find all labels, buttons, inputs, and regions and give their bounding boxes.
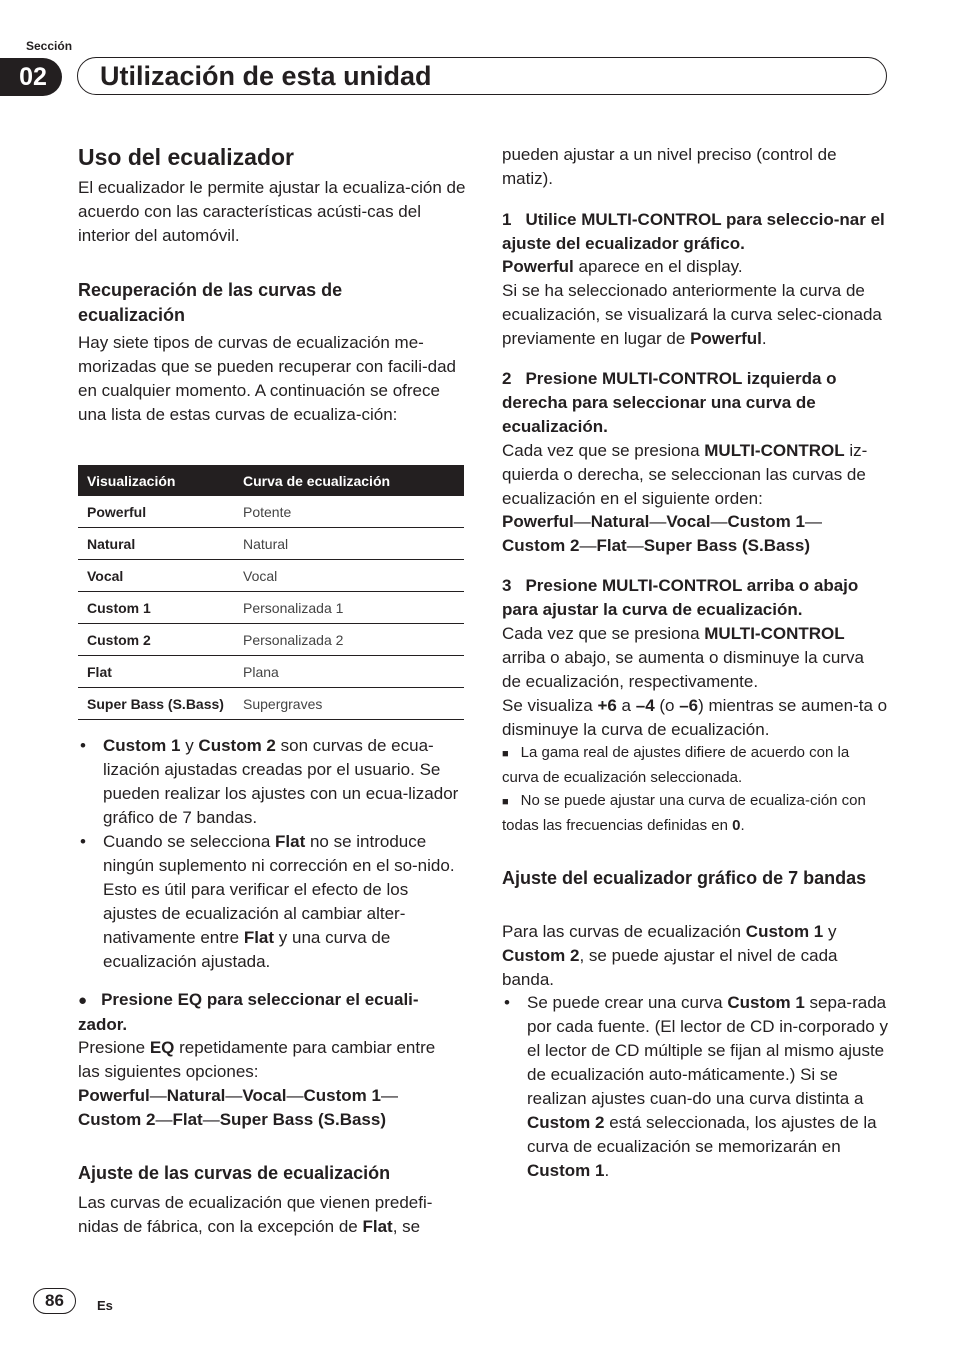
subheading-adjust-curves: Ajuste de las curvas de ecualización bbox=[78, 1163, 391, 1183]
table-cell: Personalizada 2 bbox=[234, 624, 464, 656]
step-text: Presione EQ para seleccionar el ecuali-zador. bbox=[78, 990, 419, 1034]
bullet-icon: • bbox=[504, 993, 510, 1012]
table-cell: Plana bbox=[234, 656, 464, 688]
bold-term: Flat bbox=[275, 832, 306, 851]
seq-item: Super Bass (S.Bass) bbox=[219, 1110, 386, 1129]
table-cell: Flat bbox=[78, 656, 234, 688]
seq-sep: — bbox=[380, 1086, 398, 1105]
bold-term: MULTI-CONTROL bbox=[704, 624, 845, 643]
bold-term: –4 bbox=[635, 696, 655, 715]
filled-circle-icon: ● bbox=[78, 992, 88, 1009]
intro-paragraph: El ecualizador le permite ajustar la ecualiza-ción de acuerdo con las características acústi-cas del interior del automóvil. bbox=[78, 178, 466, 245]
table-cell: Custom 2 bbox=[78, 624, 234, 656]
table-row bbox=[78, 688, 464, 720]
eq-curves-table bbox=[78, 465, 464, 720]
step-1-text-a bbox=[502, 255, 887, 279]
table-row bbox=[78, 624, 464, 656]
seq-sep: — bbox=[149, 1086, 167, 1105]
seq-sep: — bbox=[710, 512, 728, 531]
seq-sep: — bbox=[225, 1086, 243, 1105]
language-code: Es bbox=[97, 1298, 113, 1313]
square-bullet-icon: ■ bbox=[502, 748, 509, 760]
step-1-text-b bbox=[502, 279, 887, 351]
bold-term: Custom 1 bbox=[727, 993, 805, 1012]
seq-sep: — bbox=[626, 536, 644, 555]
seq-item: Natural bbox=[166, 1086, 226, 1105]
step-text: Presione MULTI-CONTROL izquierda o derecha para seleccionar una curva de ecualización. bbox=[502, 369, 837, 436]
seq-sep: — bbox=[155, 1110, 173, 1129]
bold-term: 0 bbox=[732, 817, 741, 834]
text-run: a bbox=[616, 696, 636, 715]
note-1 bbox=[502, 741, 872, 790]
bold-term: Custom 1 bbox=[103, 736, 181, 755]
step-1-heading bbox=[502, 208, 887, 256]
list-item bbox=[78, 734, 466, 830]
text-run: no se introduce ningún suplemento ni corrección en el so-nido. Esto es útil para verificar el efecto de los ajustes de ecualización al cambiar alter-nativamente entre bbox=[103, 832, 455, 947]
note-text: No se puede ajustar una curva de ecualiza-ción con todas las frecuencias definidas en bbox=[502, 792, 866, 834]
bold-term: Custom 2 bbox=[198, 736, 276, 755]
text-run: y bbox=[823, 922, 837, 941]
text-run: arriba o abajo, se aumenta o disminuye la curva de ecualización, respectivamente. bbox=[502, 648, 864, 691]
table-cell: Super Bass (S.Bass) bbox=[78, 688, 234, 720]
text-run: y bbox=[180, 736, 199, 755]
table-header-cell: Curva de ecualización bbox=[234, 465, 464, 496]
seq-item: Powerful bbox=[78, 1086, 150, 1105]
text-run: Se visualiza bbox=[502, 696, 598, 715]
recall-paragraph: Hay siete tipos de curvas de ecualización me-morizadas que se pueden recuperar con facili-dad en cualquier momento. A continuación se ofrece una lista de estas curvas de ecualiza-ción: bbox=[78, 333, 457, 424]
step-text: Presione MULTI-CONTROL arriba o abajo para ajustar la curva de ecualización. bbox=[502, 576, 859, 619]
custom-notes-list bbox=[502, 991, 890, 1183]
text-run: Cada vez que se presiona bbox=[502, 624, 705, 643]
step-text: Utilice MULTI-CONTROL para seleccio-nar el ajuste del ecualizador gráfico. bbox=[502, 210, 885, 253]
bold-term: Flat bbox=[362, 1217, 393, 1236]
step-2-text bbox=[502, 439, 890, 511]
text-run: repetidamente para cambiar entre las siguientes opciones: bbox=[78, 1038, 436, 1081]
text-run: sepa-rada por cada fuente. (El lector de CD in-corporado y el lector de CD múltiple se fijan al mismo ajuste de ecualización auto-máticamente.) Si se realizan ajustes cuan-do una curva distinta a bbox=[527, 993, 888, 1108]
text-run: y una curva de ecualización ajustada. bbox=[103, 928, 391, 971]
bold-term: Powerful bbox=[502, 257, 574, 276]
text-run: aparece en el display. bbox=[573, 257, 743, 276]
text-run: . bbox=[740, 817, 745, 834]
bold-term: Custom 1 bbox=[745, 922, 824, 941]
page-number: 86 bbox=[33, 1288, 76, 1314]
section-number-badge: 02 bbox=[0, 58, 62, 96]
table-row bbox=[78, 560, 464, 592]
step-number: 2 bbox=[502, 369, 512, 388]
eq-paragraph bbox=[78, 1036, 448, 1084]
text-run: Se puede crear una curva bbox=[527, 993, 728, 1012]
seq-item: Custom 1 bbox=[303, 1086, 381, 1105]
subheading-7-band: Ajuste del ecualizador gráfico de 7 bandas bbox=[502, 868, 867, 888]
table-cell: Personalizada 1 bbox=[234, 592, 464, 624]
bold-term: Custom 2 bbox=[502, 946, 580, 965]
bold-term: Flat bbox=[243, 928, 275, 947]
continued-paragraph: pueden ajustar a un nivel preciso (control de matiz). bbox=[502, 145, 837, 188]
page-title: Utilización de esta unidad bbox=[100, 61, 432, 91]
seq-item: Powerful bbox=[502, 512, 574, 531]
seq-item: Vocal bbox=[666, 512, 711, 531]
text-run: . bbox=[761, 329, 767, 348]
text-run: (o bbox=[654, 696, 680, 715]
square-bullet-icon: ■ bbox=[502, 796, 509, 808]
step-number: 1 bbox=[502, 210, 512, 229]
table-row bbox=[78, 528, 464, 560]
section-label: Sección bbox=[26, 39, 73, 53]
text-run: iz-quierda o derecha, se seleccionan las curvas de ecualización en el siguiente orden: bbox=[502, 441, 868, 508]
table-cell: Natural bbox=[78, 528, 234, 560]
seq-item: Flat bbox=[172, 1110, 203, 1129]
notes-list bbox=[78, 734, 466, 974]
seq-sep: — bbox=[579, 536, 597, 555]
table-header-cell: Visualización bbox=[78, 465, 234, 496]
seq-item: Custom 2 bbox=[78, 1110, 156, 1129]
table-row bbox=[78, 656, 464, 688]
seq-item: Custom 2 bbox=[502, 536, 580, 555]
bold-term: Custom 1 bbox=[527, 1161, 605, 1180]
section-heading: Uso del ecualizador bbox=[78, 144, 295, 170]
seq-item: Vocal bbox=[242, 1086, 287, 1105]
text-run: Para las curvas de ecualización bbox=[502, 922, 746, 941]
table-cell: Custom 1 bbox=[78, 592, 234, 624]
text-run: Cuando se selecciona bbox=[103, 832, 276, 851]
7-band-paragraph bbox=[502, 920, 877, 992]
text-run: Cada vez que se presiona bbox=[502, 441, 705, 460]
note-text: La gama real de ajustes difiere de acuerdo con la curva de ecualización seleccionada. bbox=[502, 744, 850, 786]
bold-term: Powerful bbox=[690, 329, 762, 348]
step-select-eq bbox=[78, 988, 458, 1037]
table-cell: Vocal bbox=[78, 560, 234, 592]
list-item bbox=[502, 991, 890, 1183]
bullet-icon: • bbox=[80, 832, 86, 851]
note-2 bbox=[502, 789, 872, 838]
text-run: Si se ha seleccionado anteriormente la curva de ecualización, se visualizará la curva selec-cionada previamente en lugar de bbox=[502, 281, 882, 348]
adjust-curves-paragraph bbox=[78, 1191, 466, 1239]
step-number: 3 bbox=[502, 576, 512, 595]
step-3-text-b bbox=[502, 694, 890, 742]
table-cell: Supergraves bbox=[234, 688, 464, 720]
table-cell: Potente bbox=[234, 496, 464, 528]
bold-term: MULTI-CONTROL bbox=[704, 441, 845, 460]
seq-item: Natural bbox=[590, 512, 650, 531]
bold-term: EQ bbox=[149, 1038, 175, 1057]
seq-item: Super Bass (S.Bass) bbox=[643, 536, 810, 555]
text-run: . bbox=[604, 1161, 610, 1180]
seq-sep: — bbox=[286, 1086, 304, 1105]
table-header-row bbox=[78, 465, 464, 496]
bold-term: –6 bbox=[679, 696, 699, 715]
table-cell: Powerful bbox=[78, 496, 234, 528]
seq-item: Custom 1 bbox=[727, 512, 805, 531]
text-run: , se puede ajustar el nivel de cada banda. bbox=[502, 946, 838, 989]
seq-sep: — bbox=[649, 512, 667, 531]
bold-term: +6 bbox=[597, 696, 617, 715]
bold-term: Custom 2 bbox=[527, 1113, 605, 1132]
table-cell: Natural bbox=[234, 528, 464, 560]
table-cell: Vocal bbox=[234, 560, 464, 592]
step-2-heading bbox=[502, 367, 887, 439]
subheading-recall: Recuperación de las curvas de ecualización bbox=[78, 280, 343, 325]
text-run: Presione bbox=[78, 1038, 150, 1057]
text-run: ) mientras se aumen-ta o disminuye la curva de ecualización. bbox=[502, 696, 888, 739]
text-run: Las curvas de ecualización que vienen predefi-nidas de fábrica, con la excepción de bbox=[78, 1193, 433, 1236]
step-2-sequence bbox=[502, 510, 890, 558]
eq-sequence bbox=[78, 1084, 448, 1132]
seq-item: Flat bbox=[596, 536, 627, 555]
list-item bbox=[78, 830, 466, 974]
text-run: , se bbox=[392, 1217, 421, 1236]
text-run: está seleccionada, los ajustes de la curva de ecualización se memorizarán en bbox=[527, 1113, 877, 1156]
table-row bbox=[78, 592, 464, 624]
seq-sep: — bbox=[804, 512, 822, 531]
text-run: son curvas de ecua-lización ajustadas creadas por el usuario. Se pueden realizar los ajustes con un ecua-lizador gráfico de 7 bandas. bbox=[103, 736, 459, 827]
step-3-heading bbox=[502, 574, 887, 622]
bullet-icon: • bbox=[80, 736, 86, 755]
table-row bbox=[78, 496, 464, 528]
step-3-text-a bbox=[502, 622, 887, 694]
seq-sep: — bbox=[573, 512, 591, 531]
seq-sep: — bbox=[202, 1110, 220, 1129]
